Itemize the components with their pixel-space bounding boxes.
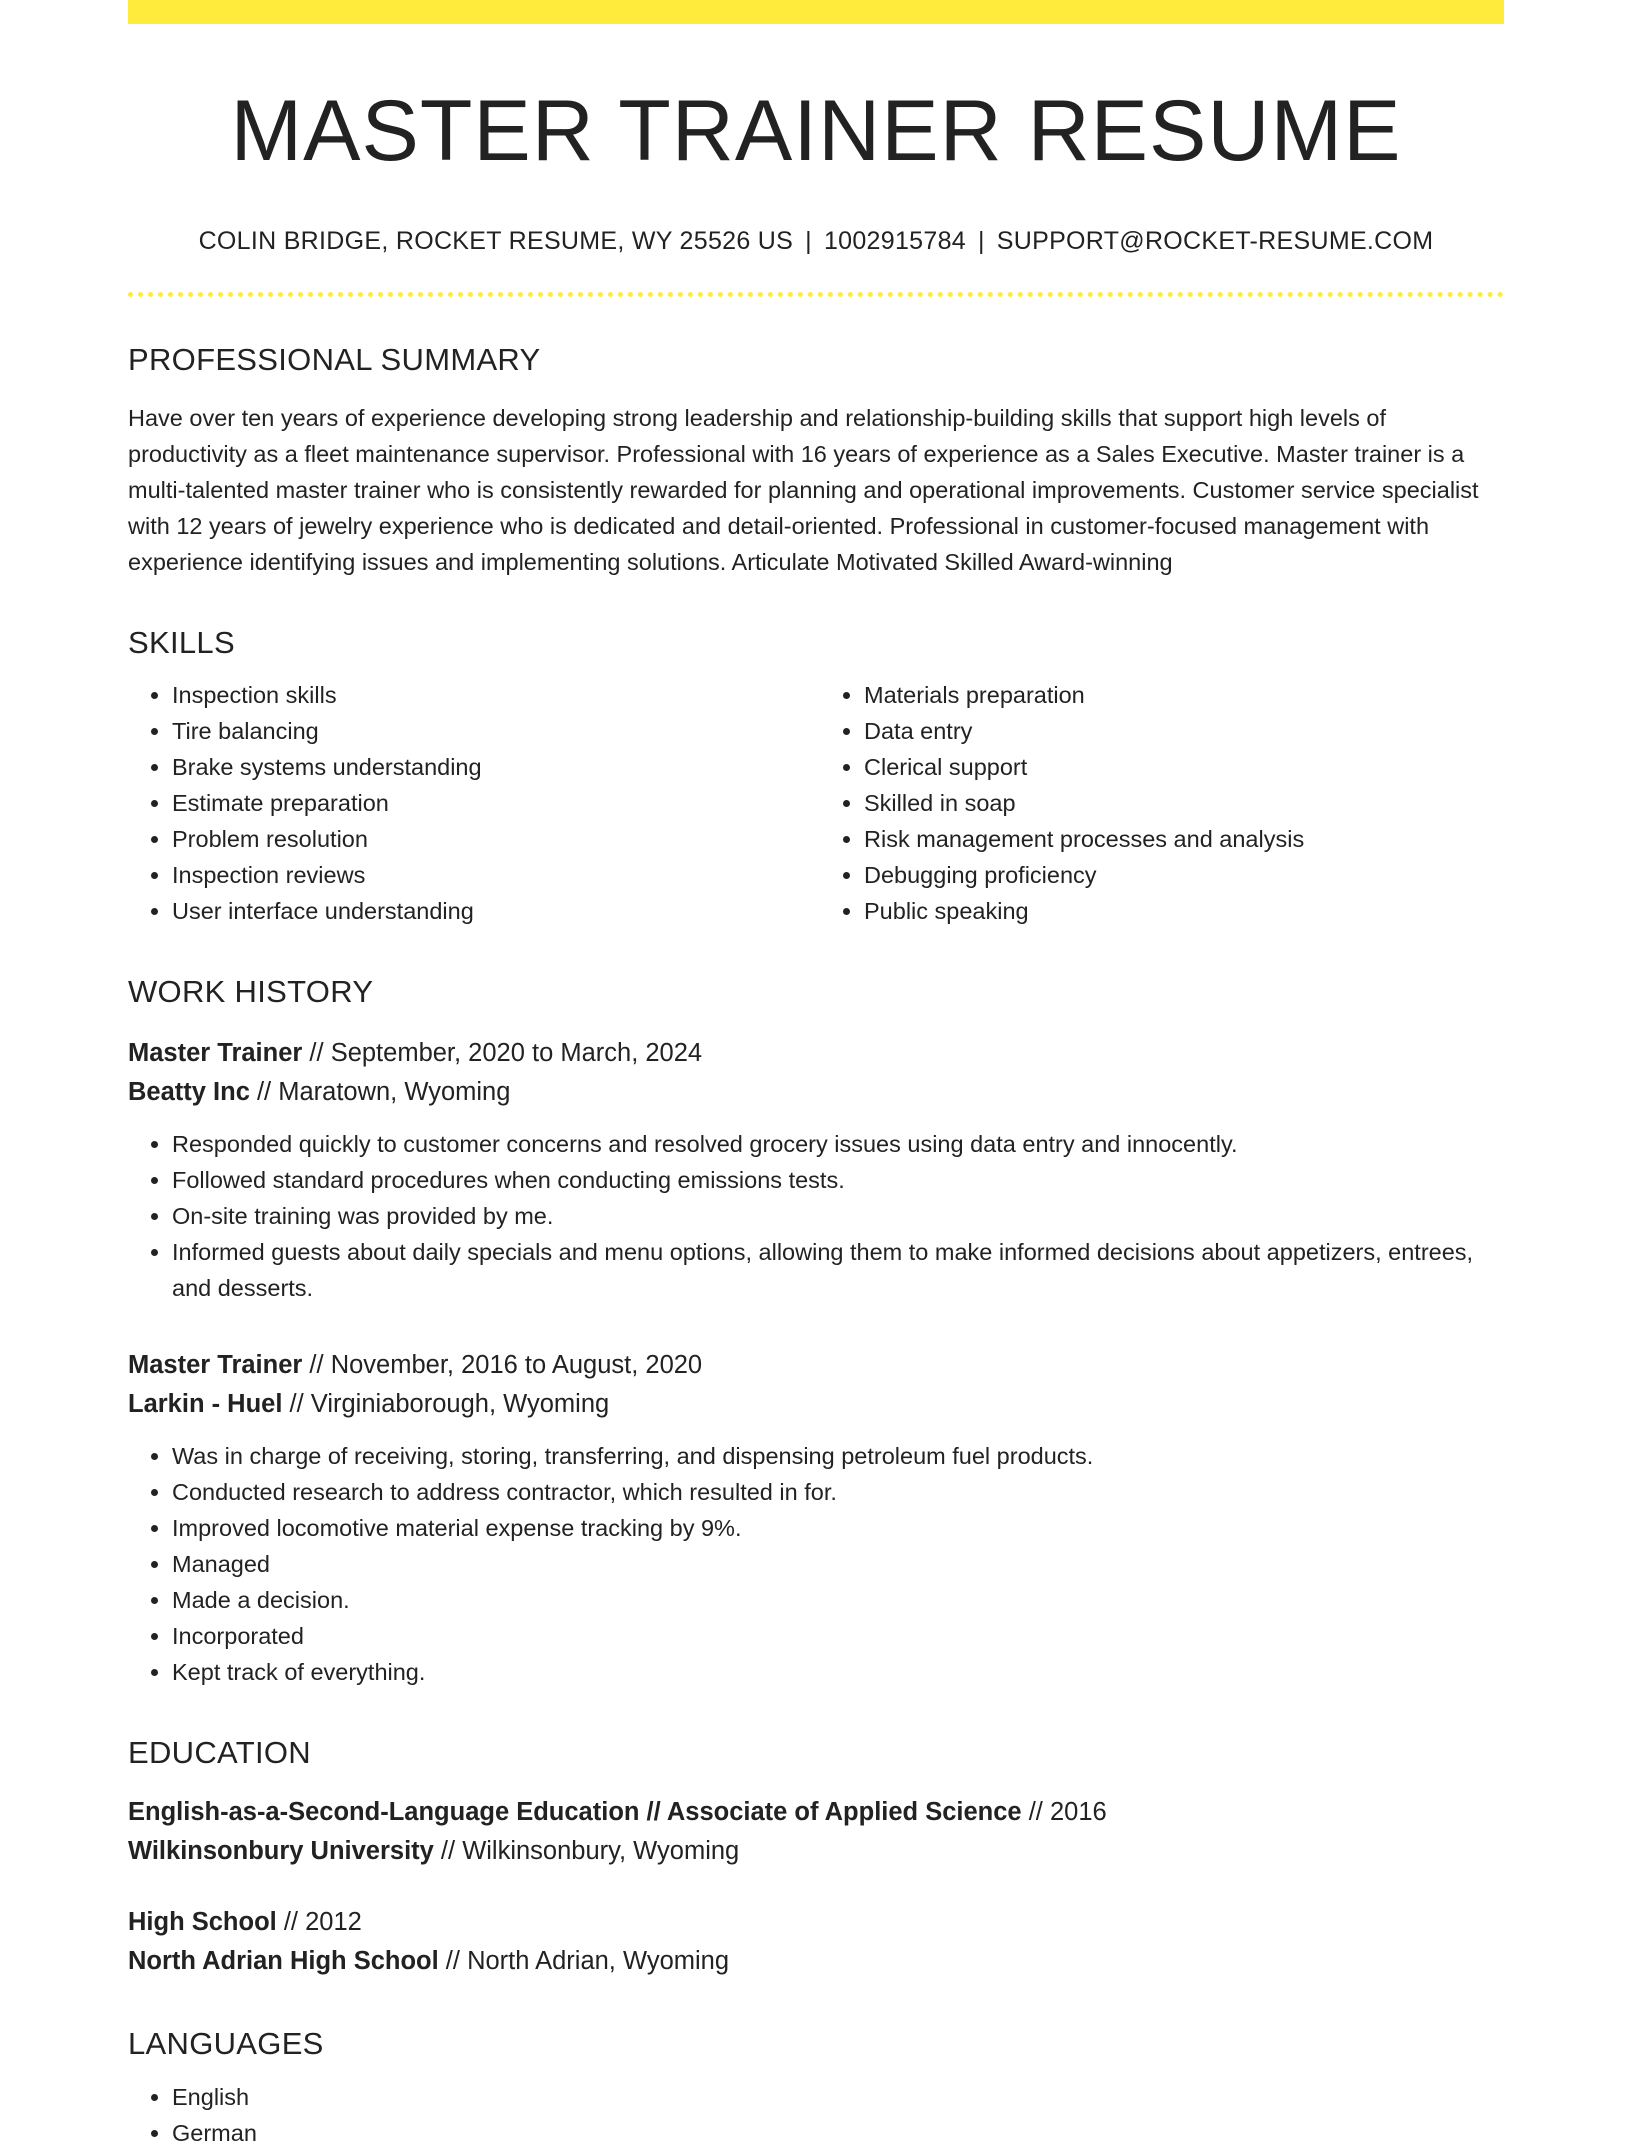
education-entry [128, 1793, 1504, 1871]
education-heading: EDUCATION [128, 1735, 311, 1771]
languages-section [128, 2025, 1504, 2150]
contact-address: COLIN BRIDGE, ROCKET RESUME, WY 25526 US [198, 226, 794, 255]
contact-email: SUPPORT@ROCKET-RESUME.COM [996, 226, 1434, 255]
skill-item: • Problem resolution [172, 821, 816, 857]
languages-heading: LANGUAGES [128, 2026, 324, 2062]
skill-item: • Clerical support [864, 749, 1504, 785]
contact-separator: | [977, 226, 985, 255]
job-bullet: • Incorporated [172, 1618, 1504, 1654]
job-company-line [128, 1073, 1504, 1112]
education-year: 2012 [305, 1908, 362, 1937]
language-item: • English [172, 2079, 1504, 2115]
skill-item: • Materials preparation [864, 677, 1504, 713]
language-item: • German [172, 2115, 1504, 2151]
skill-item: • Inspection reviews [172, 857, 816, 893]
job-bullet: • On-site training was provided by me. [172, 1198, 1504, 1234]
job-company: Beatty Inc [128, 1078, 250, 1107]
education-location: Wilkinsonbury, Wyoming [462, 1837, 740, 1866]
skill-item: • Inspection skills [172, 677, 816, 713]
job-dates: September, 2020 to March, 2024 [330, 1039, 703, 1068]
skill-item: • Estimate preparation [172, 785, 816, 821]
contact-phone: 1002915784 [823, 226, 966, 255]
resume-page [128, 0, 1504, 2151]
skill-item: • Tire balancing [172, 713, 816, 749]
job-bullet: • Kept track of everything. [172, 1654, 1504, 1690]
field-separator: // [302, 1039, 331, 1068]
job-bullet: • Improved locomotive material expense tracking by 9%. [172, 1510, 1504, 1546]
skill-item: • User interface understanding [172, 893, 816, 929]
education-entry [128, 1903, 1504, 1981]
education-degree: High School [128, 1908, 277, 1937]
summary-section [128, 341, 1504, 580]
job-location: Virginiaborough, Wyoming [310, 1390, 610, 1419]
education-location: North Adrian, Wyoming [467, 1947, 730, 1976]
work-history-section [128, 973, 1504, 1690]
job-bullet: • Responded quickly to customer concerns and resolved grocery issues using data entry and innocently. [172, 1126, 1504, 1162]
field-separator: // [282, 1390, 311, 1419]
dotted-divider [128, 292, 1504, 297]
field-separator: // [438, 1947, 468, 1976]
job-company: Larkin - Huel [128, 1390, 283, 1419]
skills-section [128, 624, 1504, 929]
education-school-line [128, 1832, 1504, 1871]
education-degree-line [128, 1793, 1504, 1832]
contact-line [128, 227, 1504, 256]
education-degree: English-as-a-Second-Language Education // Associate of Applied Science [128, 1798, 1022, 1827]
field-separator: // [1021, 1798, 1050, 1827]
summary-heading: PROFESSIONAL SUMMARY [128, 341, 541, 377]
job-title-line [128, 1346, 1504, 1385]
job-company-line [128, 1385, 1504, 1424]
job-entry [128, 1346, 1504, 1690]
skills-list-left [128, 677, 816, 929]
job-bullets [128, 1126, 1504, 1306]
field-separator: // [302, 1351, 331, 1380]
job-bullet: • Was in charge of receiving, storing, transferring, and dispensing petroleum fuel products. [172, 1438, 1504, 1474]
field-separator: // [433, 1837, 463, 1866]
skill-item: • Risk management processes and analysis [864, 821, 1504, 857]
field-separator: // [249, 1078, 279, 1107]
contact-separator: | [805, 226, 812, 255]
skill-item: • Skilled in soap [864, 785, 1504, 821]
skill-item: • Data entry [864, 713, 1504, 749]
job-location: Maratown, Wyoming [278, 1078, 511, 1107]
job-title: Master Trainer [128, 1351, 303, 1380]
job-bullet: • Managed [172, 1546, 1504, 1582]
skills-list-right [816, 677, 1504, 929]
skill-item: • Public speaking [864, 893, 1504, 929]
summary-text: Have over ten years of experience developing strong leadership and relationship-building skills that support high levels of productivity as a fleet maintenance supervisor. Professional with 16 years of experience as a Sales Executive. Master trainer is a multi-talented master trainer who is consistently rewarded for planning and operational improvements. Customer service specialist with 12 years of jewelry experience who is dedicated and detail-oriented. Professional in customer-focused management with experience identifying issues and implementing solutions. Articulate Motivated Skilled Award-winning [128, 404, 1479, 575]
job-bullet: • Made a decision. [172, 1582, 1504, 1618]
job-bullet: • Conducted research to address contractor, which resulted in for. [172, 1474, 1504, 1510]
job-title-line [128, 1034, 1504, 1073]
education-section [128, 1734, 1504, 1981]
education-school-line [128, 1942, 1504, 1981]
job-bullet: • Followed standard procedures when conducting emissions tests. [172, 1162, 1504, 1198]
top-accent-bar [128, 0, 1504, 24]
job-entry [128, 1034, 1504, 1306]
education-school: North Adrian High School [128, 1947, 439, 1976]
skill-item: • Brake systems understanding [172, 749, 816, 785]
job-title: Master Trainer [128, 1039, 303, 1068]
education-school: Wilkinsonbury University [128, 1837, 434, 1866]
job-bullet: • Informed guests about daily specials and menu options, allowing them to make informed decisions about appetizers, entrees, and desserts. [172, 1234, 1504, 1306]
skills-heading: SKILLS [128, 624, 235, 660]
job-bullets [128, 1438, 1504, 1690]
skills-columns [128, 677, 1504, 929]
skill-item: • Debugging proficiency [864, 857, 1504, 893]
languages-list [128, 2079, 1504, 2151]
field-separator: // [276, 1908, 306, 1937]
resume-title: MASTER TRAINER RESUME [230, 83, 1402, 179]
work-history-heading: WORK HISTORY [128, 973, 374, 1009]
education-year: 2016 [1049, 1798, 1107, 1827]
education-degree-line [128, 1903, 1504, 1942]
job-dates: November, 2016 to August, 2020 [330, 1351, 703, 1380]
